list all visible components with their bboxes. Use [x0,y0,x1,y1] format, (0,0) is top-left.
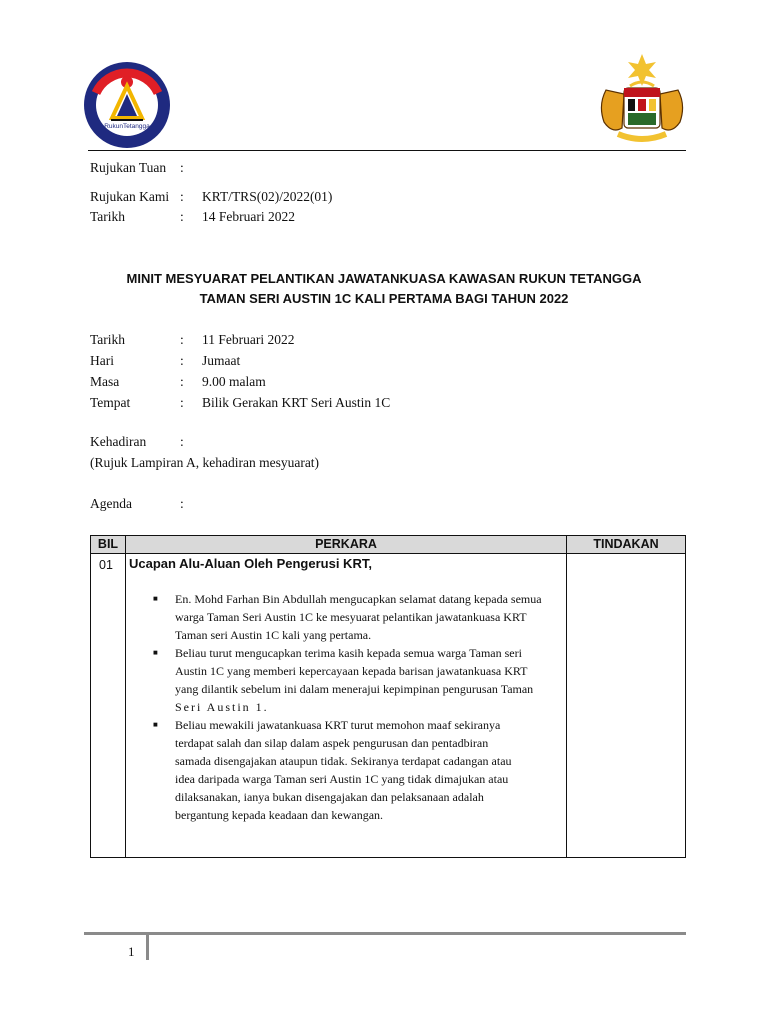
document-title-line-2: TAMAN SERI AUSTIN 1C KALI PERTAMA BAGI TAHUN 2022 [199,291,569,306]
attendance-note: (Rujuk Lampiran A, kehadiran mesyuarat) [90,455,320,470]
table-column-divider [125,536,126,857]
document-title-line-1: MINIT MESYUARAT PELANTIKAN JAWATANKUASA KAWASAN RUKUN TETANGGA [126,271,642,286]
crest-shield-top [624,88,660,97]
table-header-bil: BIL [97,537,119,551]
meeting-value: Bilik Gerakan KRT Seri Austin 1C [202,395,391,410]
meeting-label: Masa [90,374,120,389]
reference-value: KRT/TRS(02)/2022(01) [202,189,333,204]
meeting-label: Tempat [90,395,131,410]
rukun-tetangga-logo [82,60,172,150]
meeting-colon: : [180,374,184,389]
agenda-label: Agenda [90,496,132,511]
bullet-marker: ■ [153,594,158,603]
reference-label: Rujukan Tuan [90,160,167,175]
reference-label: Tarikh [90,209,126,224]
crest-shield-yellow [649,99,656,111]
bullet-line: bergantung kepada keadaan dan kewangan. [175,808,384,822]
meeting-colon: : [180,395,184,410]
coat-of-arms-crest [592,50,692,150]
table-row-number: 01 [99,558,113,572]
bullet-marker: ■ [153,720,158,729]
bullet-line: samada disengajakan ataupun tidak. Sekiranya terdapat cadangan atau [175,754,512,768]
table-header-row [91,536,685,554]
crest-tiger-left [601,90,624,130]
bullet-line: Seri Austin 1. [175,700,269,714]
reference-value: 14 Februari 2022 [202,209,295,224]
bullet-line: Austin 1C yang memberi kepercayaan kepada barisan jawatankuasa KRT [175,664,528,678]
footer-page-bar [146,934,149,960]
attendance-label: Kehadiran [90,434,147,449]
table-row-heading: Ucapan Alu-Aluan Oleh Pengerusi KRT, [129,556,372,571]
bullet-line: terdapat salah dan silap dalam aspek pengurusan dan pentadbiran [175,736,489,750]
attendance-colon: : [180,434,184,449]
meeting-colon: : [180,332,184,347]
meeting-label: Tarikh [90,332,126,347]
page-number: 1 [128,944,135,959]
meeting-label: Hari [90,353,114,368]
bullet-line: En. Mohd Farhan Bin Abdullah mengucapkan selamat datang kepada semua [175,592,542,606]
bullet-line: Beliau mewakili jawatankuasa KRT turut memohon maaf sekiranya [175,718,501,732]
reference-colon: : [180,160,184,175]
agenda-table [90,535,686,858]
reference-label: Rujukan Kami [90,189,170,204]
bullet-line: Beliau turut mengucapkan terima kasih kepada semua warga Taman seri [175,646,522,660]
logo-caption: RukunTetangga [104,123,150,130]
reference-colon: : [180,189,184,204]
footer-divider [84,932,686,935]
header-divider [88,150,686,151]
crest-shield-black [628,99,635,111]
meeting-value: 11 Februari 2022 [202,332,295,347]
bullet-line: warga Taman Seri Austin 1C ke mesyuarat pelantikan jawatankuasa KRT [175,610,527,624]
meeting-colon: : [180,353,184,368]
table-column-divider [566,536,567,857]
crest-shield-red [638,99,646,111]
bullet-line: idea daripada warga Taman seri Austin 1C yang tidak dimajukan atau [175,772,509,786]
crest-tiger-right [660,90,683,130]
reference-colon: : [180,209,184,224]
bullet-line: Taman seri Austin 1C kali yang pertama. [175,628,372,642]
meeting-value: 9.00 malam [202,374,266,389]
agenda-colon: : [180,496,184,511]
bullet-marker: ■ [153,648,158,657]
bullet-line: dilaksanakan, ianya bukan disengajakan dan pelaksanaan adalah [175,790,484,804]
table-header-perkara: PERKARA [315,537,377,551]
crest-shield-green [628,113,656,125]
table-header-tindakan: TINDAKAN [593,537,659,551]
crest-motto-scroll [618,134,666,139]
meeting-value: Jumaat [202,353,241,368]
bullet-line: yang dilantik sebelum ini dalam menerajui kepimpinan pengurusan Taman [175,682,534,696]
